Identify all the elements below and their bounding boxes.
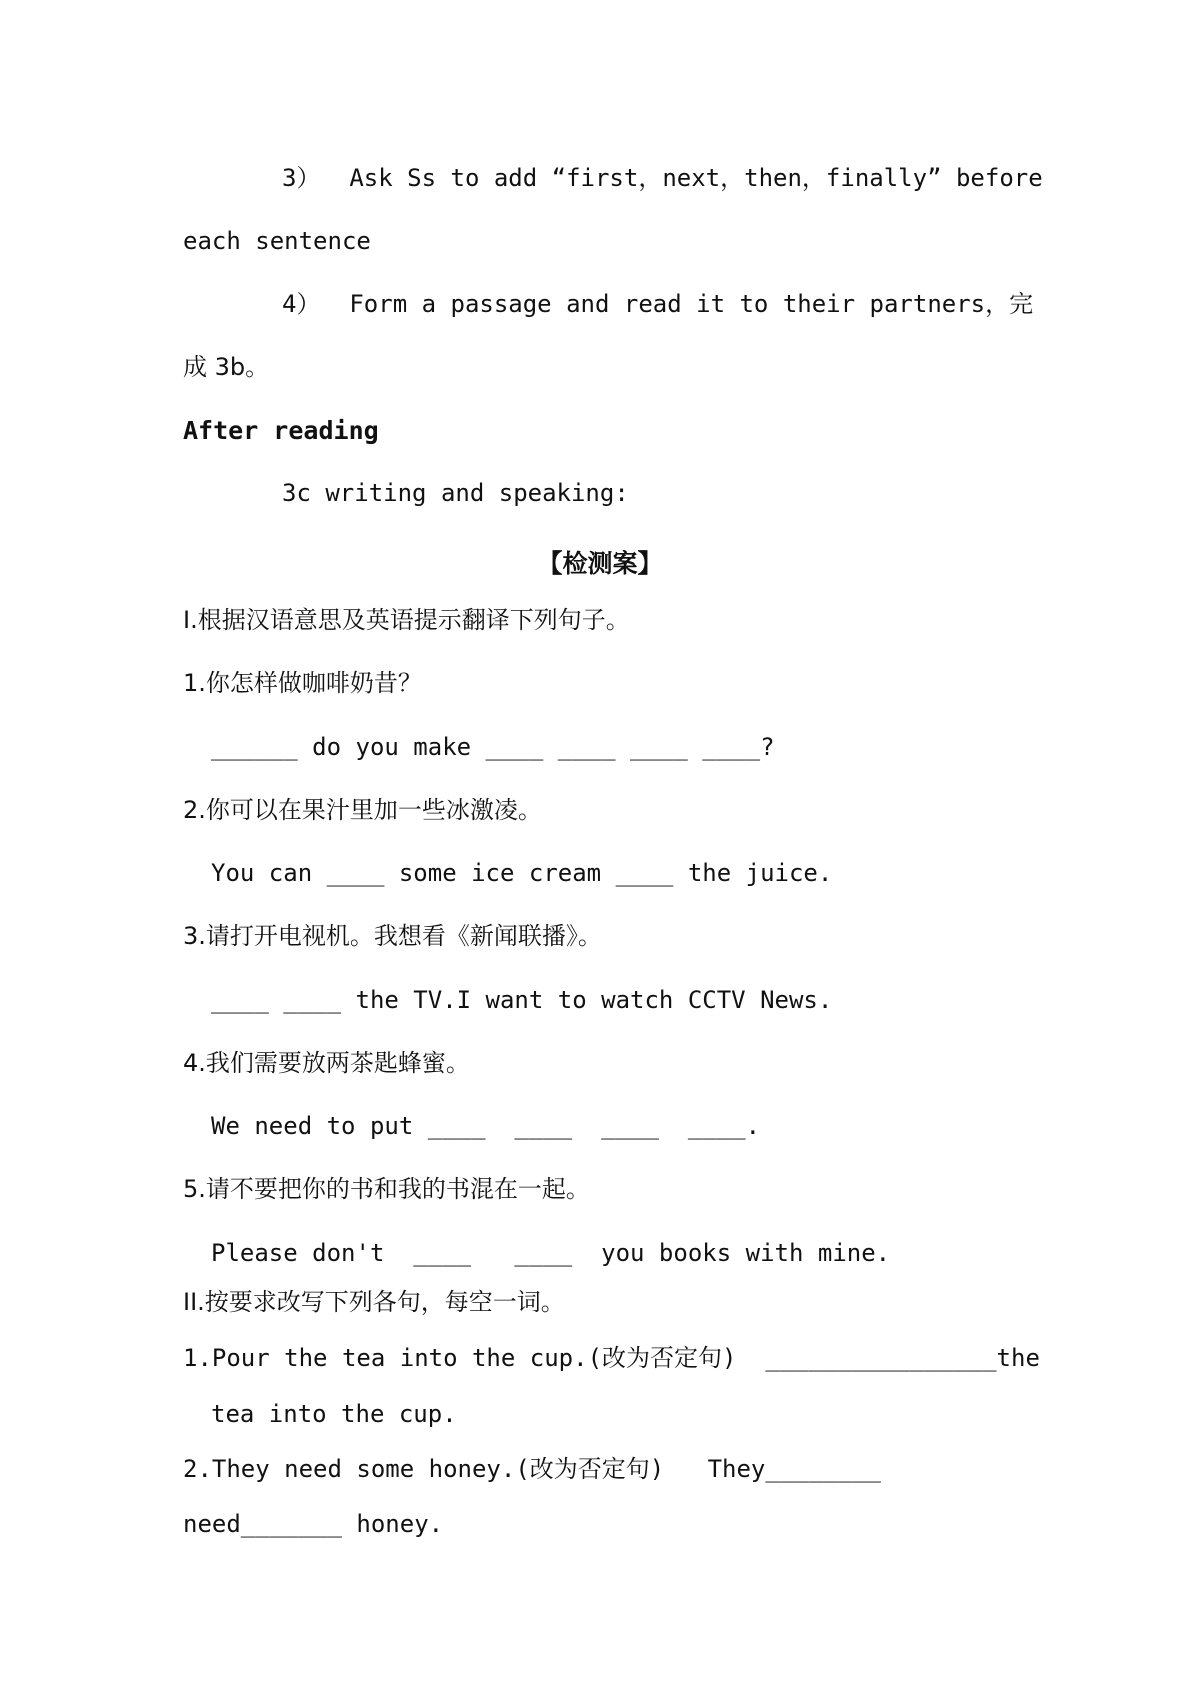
question-4-answer: We need to put ____ ____ ____ ____. (211, 1112, 761, 1140)
question-3-answer: ____ ____ the TV.I want to watch CCTV News. (211, 986, 833, 1014)
question-5: 5.请不要把你的书和我的书混在一起。 (183, 1175, 590, 1203)
question-1-answer: ______ do you make ____ ____ ____ ____? (211, 733, 775, 761)
question-5-answer: Please don't ____ ____ you books with mine. (211, 1239, 891, 1267)
part-1-title: I.根据汉语意思及英语提示翻译下列句子。 (183, 606, 630, 634)
instruction-4-cont: 成 3b。 (183, 353, 270, 381)
question-4: 4.我们需要放两茶匙蜂蜜。 (183, 1049, 470, 1077)
question-2-answer: You can ____ some ice cream ____ the juice. (211, 859, 833, 887)
section-title: 【检测案】 (537, 549, 663, 578)
instruction-3-cont: each sentence (183, 227, 371, 255)
question-2: 2.你可以在果汁里加一些冰激凌。 (183, 796, 542, 824)
question-3: 3.请打开电视机。我想看《新闻联播》。 (183, 922, 602, 950)
part-2-question-2: 2.They need some honey.(改为否定句) They________ (183, 1455, 881, 1483)
part-2-question-2-cont: need_______ honey. (183, 1510, 444, 1538)
after-reading-heading: After reading (183, 416, 379, 445)
part-2-title: II.按要求改写下列各句，每空一词。 (183, 1288, 565, 1316)
part-2-question-1: 1.Pour the tea into the cup.(改为否定句) ________________the (183, 1344, 1040, 1372)
writing-speaking-line: 3c writing and speaking: (282, 479, 629, 507)
part-2-question-1-cont: tea into the cup. (211, 1400, 457, 1428)
question-1: 1.你怎样做咖啡奶昔？ (183, 669, 422, 697)
instruction-3: 3） Ask Ss to add “first，next，then，finally” before (282, 164, 1043, 192)
instruction-4: 4） Form a passage and read it to their partners，完 (282, 290, 1034, 318)
